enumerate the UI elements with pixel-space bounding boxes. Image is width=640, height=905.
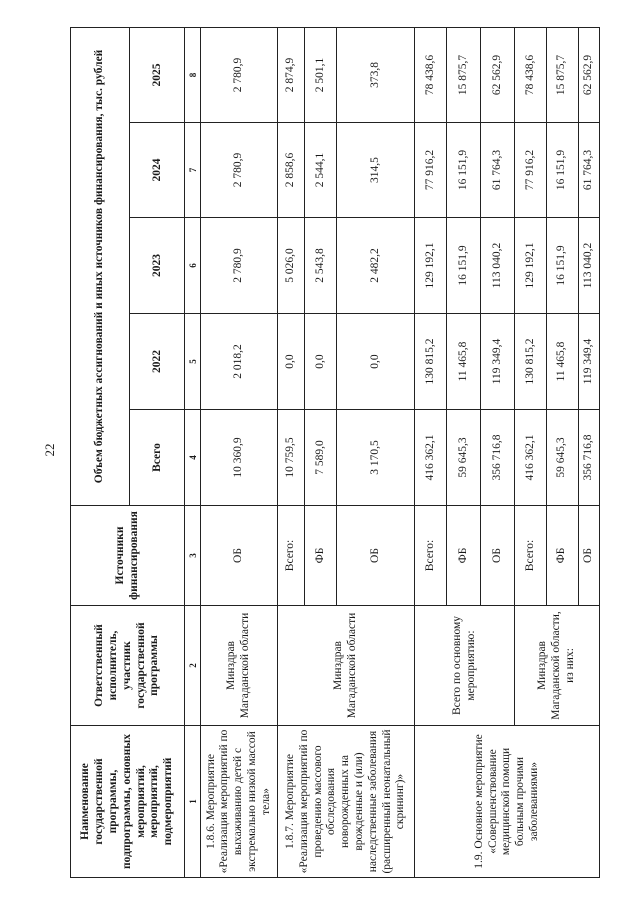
value-cell: 2 874,9 <box>277 27 305 122</box>
table-row <box>277 27 305 877</box>
index-cell: 3 <box>185 506 201 606</box>
value-cell: 16 151,9 <box>546 218 578 314</box>
value-cell: 0,0 <box>277 314 305 410</box>
header-2024: 2024 <box>130 123 185 218</box>
value-cell: 2 780,9 <box>201 123 277 218</box>
row-name: 1.8.6. Мероприятие «Реализация мероприятий по выхаживанию детей с экстремально низкой массой тела» <box>201 726 277 878</box>
value-cell: 16 151,9 <box>447 218 481 314</box>
value-cell: 62 562,9 <box>481 27 515 122</box>
value-cell: 2 501,1 <box>305 27 337 122</box>
value-cell: 416 362,1 <box>515 410 547 506</box>
header-row <box>71 27 130 877</box>
value-cell: 59 645,3 <box>447 410 481 506</box>
value-cell: 2 482,2 <box>337 218 415 314</box>
index-cell: 8 <box>185 27 201 122</box>
value-cell: 129 192,1 <box>515 218 547 314</box>
value-cell: 356 716,8 <box>578 410 599 506</box>
index-cell: 4 <box>185 410 201 506</box>
header-total: Всего <box>130 410 185 506</box>
value-cell: 2 018,2 <box>201 314 277 410</box>
index-cell: 6 <box>185 218 201 314</box>
index-cell: 7 <box>185 123 201 218</box>
value-cell: 59 645,3 <box>546 410 578 506</box>
value-cell: 78 438,6 <box>415 27 447 122</box>
row-name: 1.9. Основное мероприятие «Совершенствование медицинской помощи больным прочими заболеваниями» <box>415 726 600 878</box>
value-cell: 129 192,1 <box>415 218 447 314</box>
row-name: 1.8.7. Мероприятие «Реализация мероприятий по проведению массового обследования новорожденных на врожденные и (или) наследственные заболевания (расширенный неонатальный скрининг)» <box>277 726 415 878</box>
row-source: Всего: <box>277 506 305 606</box>
page-number: 22 <box>42 443 57 457</box>
value-cell: 16 151,9 <box>447 123 481 218</box>
value-cell: 2 780,9 <box>201 27 277 122</box>
value-cell: 15 875,7 <box>546 27 578 122</box>
value-cell: 416 362,1 <box>415 410 447 506</box>
index-cell: 2 <box>185 606 201 726</box>
row-source: Всего: <box>515 506 547 606</box>
value-cell: 130 815,2 <box>415 314 447 410</box>
index-cell: 5 <box>185 314 201 410</box>
value-cell: 3 170,5 <box>337 410 415 506</box>
header-2025: 2025 <box>130 27 185 122</box>
table-row <box>415 27 447 877</box>
row-executor: Минздрав Магаданской области <box>277 606 415 726</box>
row-executor: Минздрав Магаданской области <box>201 606 277 726</box>
value-cell: 119 349,4 <box>481 314 515 410</box>
header-name: Наименование государственной программы, подпрограммы, основных мероприятий, мероприятий, подмероприятий <box>71 726 185 878</box>
row-source: ОБ <box>481 506 515 606</box>
header-funding-group: Объем бюджетных ассигнований и иных источников финансирования, тыс. рублей <box>71 27 130 505</box>
table-row <box>201 27 277 877</box>
value-cell: 119 349,4 <box>578 314 599 410</box>
value-cell: 7 589,0 <box>305 410 337 506</box>
row-source: ОБ <box>337 506 415 606</box>
header-2022: 2022 <box>130 314 185 410</box>
value-cell: 373,8 <box>337 27 415 122</box>
value-cell: 61 764,3 <box>578 123 599 218</box>
value-cell: 11 465,8 <box>447 314 481 410</box>
value-cell: 0,0 <box>305 314 337 410</box>
row-source: ФБ <box>546 506 578 606</box>
header-2023: 2023 <box>130 218 185 314</box>
document-sheet <box>70 28 600 878</box>
value-cell: 314,5 <box>337 123 415 218</box>
value-cell: 11 465,8 <box>546 314 578 410</box>
index-row <box>185 27 201 877</box>
value-cell: 356 716,8 <box>481 410 515 506</box>
value-cell: 2 858,6 <box>277 123 305 218</box>
row-source: ОБ <box>201 506 277 606</box>
value-cell: 15 875,7 <box>447 27 481 122</box>
value-cell: 78 438,6 <box>515 27 547 122</box>
row-source: ФБ <box>305 506 337 606</box>
row-source: Всего: <box>415 506 447 606</box>
value-cell: 77 916,2 <box>515 123 547 218</box>
index-cell: 1 <box>185 726 201 878</box>
value-cell: 77 916,2 <box>415 123 447 218</box>
row-executor: Минздрав Магаданской области, из них: <box>515 606 600 726</box>
value-cell: 2 780,9 <box>201 218 277 314</box>
value-cell: 10 759,5 <box>277 410 305 506</box>
value-cell: 10 360,9 <box>201 410 277 506</box>
row-executor: Всего по основному мероприятию: <box>415 606 515 726</box>
value-cell: 2 544,1 <box>305 123 337 218</box>
value-cell: 113 040,2 <box>578 218 599 314</box>
value-cell: 5 026,0 <box>277 218 305 314</box>
value-cell: 0,0 <box>337 314 415 410</box>
row-source: ФБ <box>447 506 481 606</box>
value-cell: 2 543,8 <box>305 218 337 314</box>
value-cell: 62 562,9 <box>578 27 599 122</box>
value-cell: 61 764,3 <box>481 123 515 218</box>
value-cell: 113 040,2 <box>481 218 515 314</box>
row-source: ОБ <box>578 506 599 606</box>
header-source: Источники финансирования <box>71 506 185 606</box>
funding-table <box>70 27 600 878</box>
value-cell: 16 151,9 <box>546 123 578 218</box>
header-executor: Ответственный исполнитель, участник государственной программы <box>71 606 185 726</box>
value-cell: 130 815,2 <box>515 314 547 410</box>
